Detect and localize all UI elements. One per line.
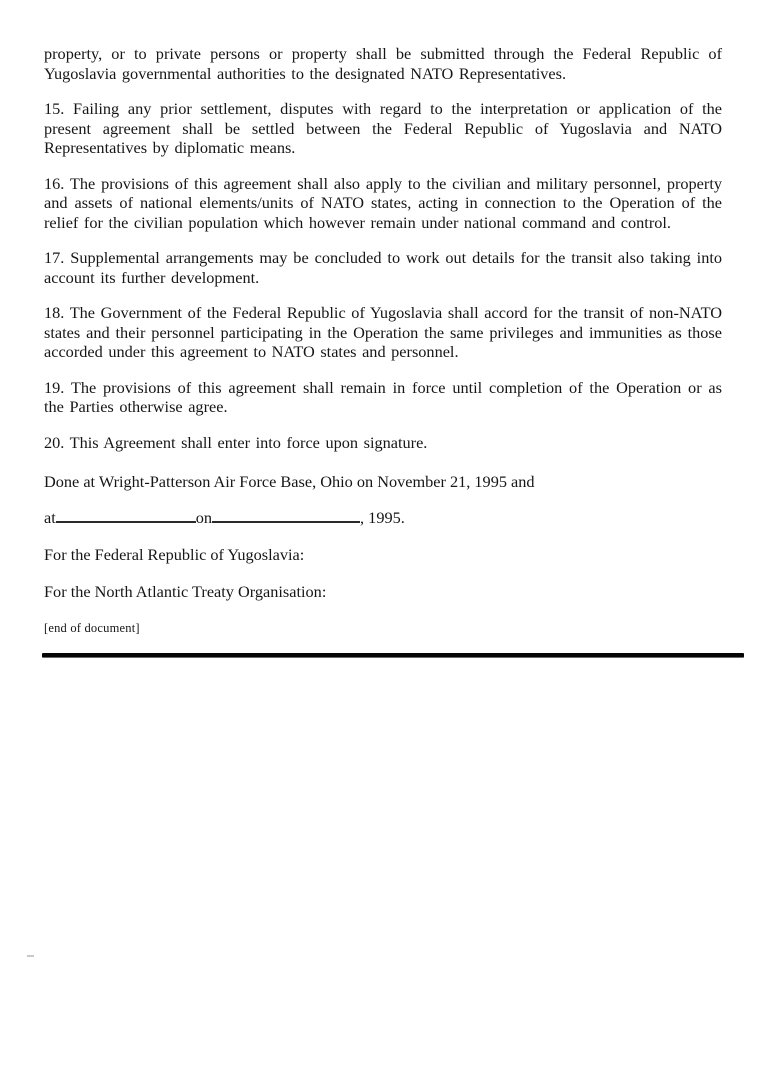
fill-in-suffix: , 1995. bbox=[360, 507, 405, 527]
paragraph-15: 15. Failing any prior settlement, disputes with regard to the interpretation or application of the present agreement shall be settled between the Federal Republic of Yugoslavia and NATO Representatives by diplomatic means. bbox=[44, 99, 722, 157]
page-divider-rule bbox=[42, 653, 744, 658]
paragraph-17: 17. Supplemental arrangements may be concluded to work out details for the transit also taking into account its further development. bbox=[44, 248, 722, 287]
done-at-line: Done at Wright-Patterson Air Force Base, Ohio on November 21, 1995 and bbox=[44, 472, 535, 491]
fill-in-mid: on bbox=[195, 507, 213, 527]
fill-in-line bbox=[44, 508, 722, 528]
end-of-document-note: [end of document] bbox=[44, 621, 140, 635]
paragraph-19: 19. The provisions of this agreement shall remain in force until completion of the Operation or as the Parties otherwise agree. bbox=[44, 377, 722, 416]
paragraph-16: 16. The provisions of this agreement shall also apply to the civilian and military personnel, property and assets of national elements/units of NATO states, acting in connection to the Operation of the relief for the civilian population which however remain under national command and control. bbox=[44, 173, 722, 232]
paragraph-14-continuation: property, or to private persons or property shall be submitted through the Federal Republic of Yugoslavia governmental authorities to the designated NATO Representatives. bbox=[44, 44, 722, 83]
paragraph-18: 18. The Government of the Federal Republic of Yugoslavia shall accord for the transit of non-NATO states and their personnel participating in the Operation the same privileges and immunities as those accorded under this agreement to NATO states and personnel. bbox=[44, 303, 722, 361]
fill-in-prefix: at bbox=[44, 507, 56, 527]
place-blank-underline bbox=[56, 519, 196, 523]
scan-artifact-speck bbox=[27, 955, 34, 957]
paragraph-20: 20. This Agreement shall enter into force upon signature. bbox=[44, 432, 428, 452]
signature-line-nato: For the North Atlantic Treaty Organisation: bbox=[44, 581, 327, 601]
signature-line-yugoslavia: For the Federal Republic of Yugoslavia: bbox=[44, 545, 305, 564]
date-blank-underline bbox=[212, 519, 360, 523]
